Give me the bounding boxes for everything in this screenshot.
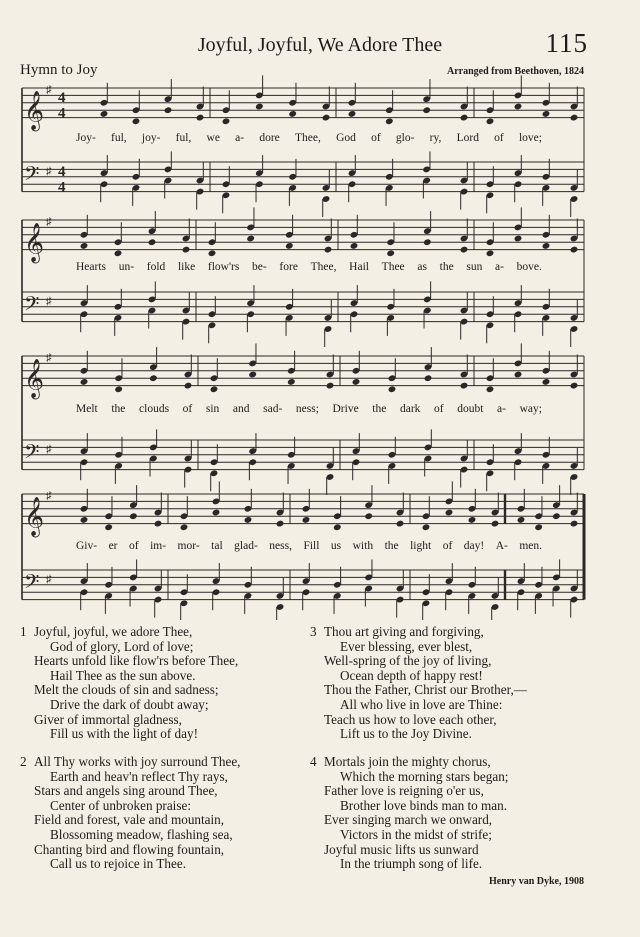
lyric-syllable: of [182, 403, 193, 415]
lyric-syllable: the [372, 403, 387, 415]
verses [20, 625, 620, 885]
note-head [222, 117, 231, 125]
note-head [486, 385, 495, 393]
lyric-syllable: Joy- [76, 132, 96, 144]
lyric-syllable: flow'rs [207, 261, 240, 273]
verse-line: Earth and heav'n reflect Thy rays, [50, 768, 228, 784]
lyric-syllable: as [417, 261, 427, 273]
note-head [445, 509, 454, 517]
verse-line: 2 All Thy works with joy surround Thee, [20, 754, 241, 769]
note-head [196, 114, 205, 122]
verse-line: Fill us with the light of day! [50, 726, 198, 742]
note-head [276, 520, 285, 528]
lyric-syllable: way; [519, 403, 542, 415]
lyric-syllable: ness; [295, 403, 319, 415]
verse-line: Hearts unfold like flow'rs before Thee, [34, 653, 239, 669]
note-head [468, 516, 477, 524]
lyric-syllable: ful, [175, 132, 192, 144]
note-head [570, 382, 579, 390]
lyric-syllable: men. [519, 540, 542, 552]
verse-line: 1 Joyful, joyful, we adore Thee, [20, 624, 193, 639]
verse-line: Stars and angels sing around Thee, [34, 783, 218, 799]
lyric-syllable: be- [252, 261, 267, 273]
lyric-syllable: us [330, 540, 342, 552]
verse-line: Hail Thee as the sun above. [50, 667, 196, 683]
note-head [287, 378, 296, 386]
note-head [486, 249, 495, 257]
lyric-syllable: Hearts [76, 261, 107, 273]
bass-clef-icon: 𝄢 [24, 292, 40, 321]
verse-line: Center of unbroken praise: [50, 797, 191, 813]
author-credit: Henry van Dyke, 1908 [489, 876, 584, 887]
treble-clef-icon: 𝄞 [24, 222, 45, 263]
lyric-syllable: day! [463, 540, 485, 552]
lyric-syllable: like [177, 261, 196, 273]
lyric-syllable: sad- [263, 403, 283, 415]
time-signature: 4 [58, 179, 66, 196]
note-head [326, 382, 335, 390]
note-head [114, 249, 123, 257]
treble-clef-icon: 𝄞 [24, 496, 45, 537]
lyric-syllable: er [108, 540, 118, 552]
verse-line: Ocean depth of happy rest! [340, 667, 483, 683]
note-head [423, 238, 432, 246]
sharp-icon: ♯ [46, 443, 52, 456]
lyric-syllable: Fill [303, 540, 320, 552]
note-head [255, 103, 264, 111]
note-head [385, 117, 394, 125]
verse-line: Giver of immortal gladness, [34, 711, 182, 727]
treble-clef-icon: 𝄞 [24, 358, 45, 399]
note-head [350, 242, 359, 250]
lyric-syllable: of [371, 132, 381, 144]
lyric-syllable: and [232, 403, 250, 415]
note-head [324, 246, 333, 254]
lyric-syllable: sin [205, 403, 220, 415]
lyric-syllable: a- [495, 261, 504, 273]
note-head [352, 378, 361, 386]
verse-line: Lift us to the Joy Divine. [340, 726, 472, 742]
lyric-syllable: a- [235, 132, 245, 144]
verse-line: Field and forest, vale and mountain, [34, 812, 225, 828]
verse-line: Teach us how to love each other, [324, 711, 497, 727]
note-head [460, 114, 469, 122]
verse-line: Ever blessing, ever blest, [340, 638, 473, 654]
lyric-syllable: ful, [111, 132, 127, 144]
lyric-line-3 [24, 403, 584, 415]
note-head [248, 371, 257, 379]
sharp-icon: ♯ [46, 216, 52, 228]
bass-clef-icon: 𝄢 [24, 162, 40, 191]
note-head [422, 106, 431, 114]
note-head [514, 371, 523, 379]
note-head [514, 235, 523, 243]
verse-line: Call us to rejoice in Thee. [50, 856, 186, 872]
note-head [148, 238, 157, 246]
time-signature: 4 [58, 105, 66, 122]
verse-2 [20, 755, 240, 872]
note-head [288, 110, 297, 118]
verse-line: Drive the dark of doubt away; [50, 696, 209, 712]
note-head [212, 509, 221, 517]
lyric-syllable: tal [211, 540, 223, 552]
note-head [100, 110, 109, 118]
lyric-syllable: bove. [516, 261, 542, 273]
note-head [514, 103, 523, 111]
lyric-syllable: Drive [332, 403, 359, 415]
lyric-syllable: the [439, 261, 454, 273]
lyric-syllable: fore [279, 261, 298, 273]
note-head [302, 516, 311, 524]
lyric-syllable: of [494, 132, 504, 144]
verse-line: All who live in love are Thine: [340, 696, 503, 712]
lyric-syllable: A- [495, 540, 508, 552]
lyric-syllable: doubt [457, 403, 484, 415]
note-head [570, 114, 579, 122]
verse-number: 1 [20, 624, 27, 639]
note-head [132, 117, 141, 125]
verse-number: 4 [310, 754, 317, 769]
verse-4 [310, 755, 508, 872]
note-head [570, 246, 579, 254]
lyric-syllable: with [352, 540, 374, 552]
note-head [396, 520, 405, 528]
note-head [182, 246, 191, 254]
hymn-title: Joyful, Joyful, We Adore Thee [197, 34, 443, 56]
lyric-syllable: clouds [139, 403, 170, 415]
lyric-syllable: glad- [234, 540, 258, 552]
note-head [388, 385, 397, 393]
note-head [154, 520, 163, 528]
note-head [80, 516, 89, 524]
lyric-syllable: ry, [429, 132, 442, 144]
time-signature: 4 [58, 89, 66, 106]
note-head [164, 106, 173, 114]
note-head [244, 516, 253, 524]
sharp-icon: ♯ [46, 490, 52, 502]
note-head [422, 523, 431, 531]
verse-line: Father love is reigning o'er us, [324, 783, 484, 799]
tune-name: Hymn to Joy [20, 62, 98, 78]
note-head [184, 382, 193, 390]
verse-line: 4 Mortals join the mighty chorus, [310, 754, 491, 769]
lyric-syllable: sun [466, 261, 483, 273]
lyric-syllable: fold [146, 261, 166, 273]
note-head [333, 523, 342, 531]
verse-number: 3 [310, 624, 317, 639]
note-head [285, 242, 294, 250]
treble-clef-icon: 𝄞 [24, 90, 45, 131]
note-head [424, 374, 433, 382]
lyric-syllable: God [336, 132, 356, 144]
lyric-syllable: a- [497, 403, 506, 415]
lyric-syllable: light [410, 540, 432, 552]
note-head [542, 242, 551, 250]
time-signature: 4 [58, 163, 66, 180]
lyric-syllable: un- [118, 261, 135, 273]
sharp-icon: ♯ [46, 295, 52, 308]
note-head [208, 249, 217, 257]
lyric-syllable: of [442, 540, 453, 552]
note-head [534, 523, 543, 531]
verse-3 [310, 625, 527, 742]
verse-line: Joyful music lifts us sunward [324, 841, 479, 857]
note-head [491, 520, 500, 528]
note-head [80, 378, 89, 386]
lyric-syllable: im- [150, 540, 167, 552]
lyric-syllable: of [129, 540, 139, 552]
note-head [552, 512, 561, 520]
verse-line: Victors in the midst of strife; [340, 826, 492, 842]
sharp-icon: ♯ [46, 165, 52, 178]
lyric-syllable: Hail [349, 261, 369, 273]
verse-line: Which the morning stars began; [340, 768, 509, 784]
note-head [542, 378, 551, 386]
note-head [246, 235, 255, 243]
verse-line: 3 Thou art giving and forgiving, [310, 624, 484, 639]
lyric-line-2 [24, 261, 584, 273]
lyric-syllable: love; [518, 132, 542, 144]
verse-line: Well-spring of the joy of living, [324, 653, 492, 669]
lyric-syllable: joy- [141, 132, 161, 144]
note-head [114, 385, 123, 393]
lyric-syllable: ness, [269, 540, 292, 552]
lyric-syllable: Lord [456, 132, 479, 144]
note-head [348, 110, 357, 118]
note-head [364, 512, 373, 520]
verse-1 [20, 625, 238, 742]
verse-line: Chanting bird and flowing fountain, [34, 841, 225, 857]
verse-line: Ever singing march we onward, [324, 812, 493, 828]
note-head [210, 385, 219, 393]
verse-number: 2 [20, 754, 27, 769]
note-head [80, 242, 89, 250]
hymn-number: 115 [545, 28, 588, 58]
note-head [517, 516, 526, 524]
note-head [180, 523, 189, 531]
note-head [460, 382, 469, 390]
note-head [129, 512, 138, 520]
note-head [149, 374, 158, 382]
lyric-syllable: Thee, [294, 132, 321, 144]
note-head [104, 523, 113, 531]
verse-line: Melt the clouds of sin and sadness; [34, 682, 219, 698]
lyric-syllable: mor- [177, 540, 200, 552]
verse-line: Blossoming meadow, flashing sea, [50, 826, 233, 842]
bass-clef-icon: 𝄢 [24, 570, 40, 599]
note-head [542, 110, 551, 118]
note-head [322, 114, 331, 122]
verse-line: God of glory, Lord of love; [50, 638, 194, 654]
lyric-syllable: Melt [76, 403, 98, 415]
lyric-syllable: dore [259, 132, 280, 144]
verse-line: Thou the Father, Christ our Brother,— [324, 682, 527, 698]
arranger-credit: Arranged from Beethoven, 1824 [446, 66, 584, 77]
note-head [460, 246, 469, 254]
lyric-syllable: glo- [395, 132, 415, 144]
note-head [386, 249, 395, 257]
lyric-syllable: Thee, [310, 261, 337, 273]
lyric-syllable: dark [399, 403, 421, 415]
lyric-line-4 [24, 540, 584, 552]
note-head [486, 117, 495, 125]
lyric-syllable: the [111, 403, 126, 415]
note-head [570, 520, 579, 528]
lyric-syllable: the [384, 540, 399, 552]
lyric-syllable: Thee [381, 261, 405, 273]
lyric-syllable: we [206, 132, 220, 144]
sharp-icon: ♯ [46, 573, 52, 586]
verse-line: In the triumph song of life. [340, 856, 483, 872]
lyric-line-1 [24, 132, 584, 144]
bass-clef-icon: 𝄢 [24, 440, 40, 469]
lyric-syllable: Giv- [76, 540, 98, 552]
verse-line: Brother love binds man to man. [340, 797, 508, 813]
sharp-icon: ♯ [46, 84, 52, 96]
sharp-icon: ♯ [46, 352, 52, 364]
lyric-syllable: of [434, 403, 444, 415]
